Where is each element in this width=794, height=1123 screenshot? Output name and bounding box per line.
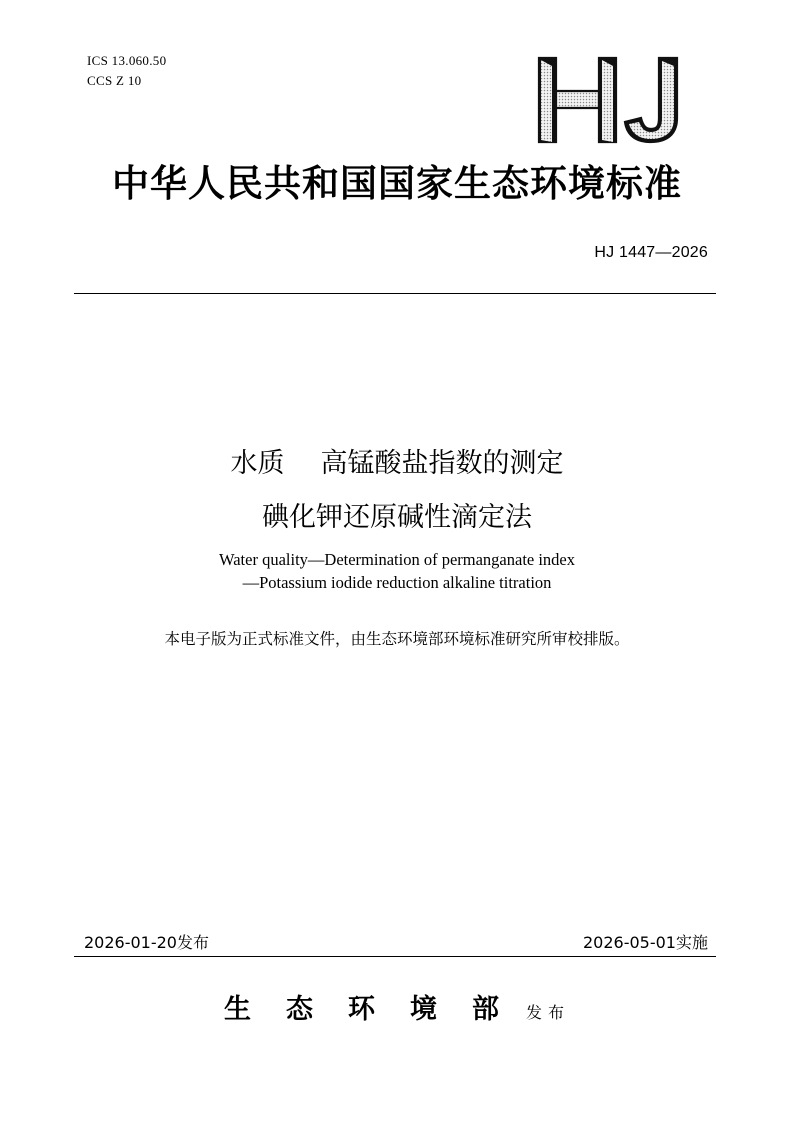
implementation-date: 2026-05-01实施 xyxy=(583,933,708,952)
national-standard-title: 中华人民共和国国家生态环境标准 xyxy=(112,161,682,205)
english-title-line-2: —Potassium iodide reduction alkaline titration xyxy=(242,573,552,592)
publisher-line xyxy=(0,991,794,1032)
chinese-title-line-2: 碘化钾还原碱性滴定法 xyxy=(262,502,532,533)
chinese-title-line-1 xyxy=(0,446,794,482)
standard-number: HJ 1447—2026 xyxy=(594,244,708,261)
electronic-version-notice: 本电子版为正式标准文件，由生态环境部环境标准研究所审校排版。 xyxy=(164,630,630,648)
ccs-code: CCS Z 10 xyxy=(87,73,142,88)
hj-logo xyxy=(537,56,697,144)
english-title-line-1: Water quality—Determination of permanganate index xyxy=(218,550,576,569)
publisher-name: 生态环境部 xyxy=(223,994,534,1025)
bottom-divider xyxy=(74,956,716,957)
chinese-title-subject: 水质 xyxy=(230,448,285,479)
issue-date: 2026-01-20发布 xyxy=(84,933,209,952)
publisher-action: 发布 xyxy=(525,1003,570,1022)
top-divider xyxy=(74,293,716,294)
chinese-title-method: 高锰酸盐指数的测定 xyxy=(320,448,564,479)
ics-code: ICS 13.060.50 xyxy=(87,53,167,68)
